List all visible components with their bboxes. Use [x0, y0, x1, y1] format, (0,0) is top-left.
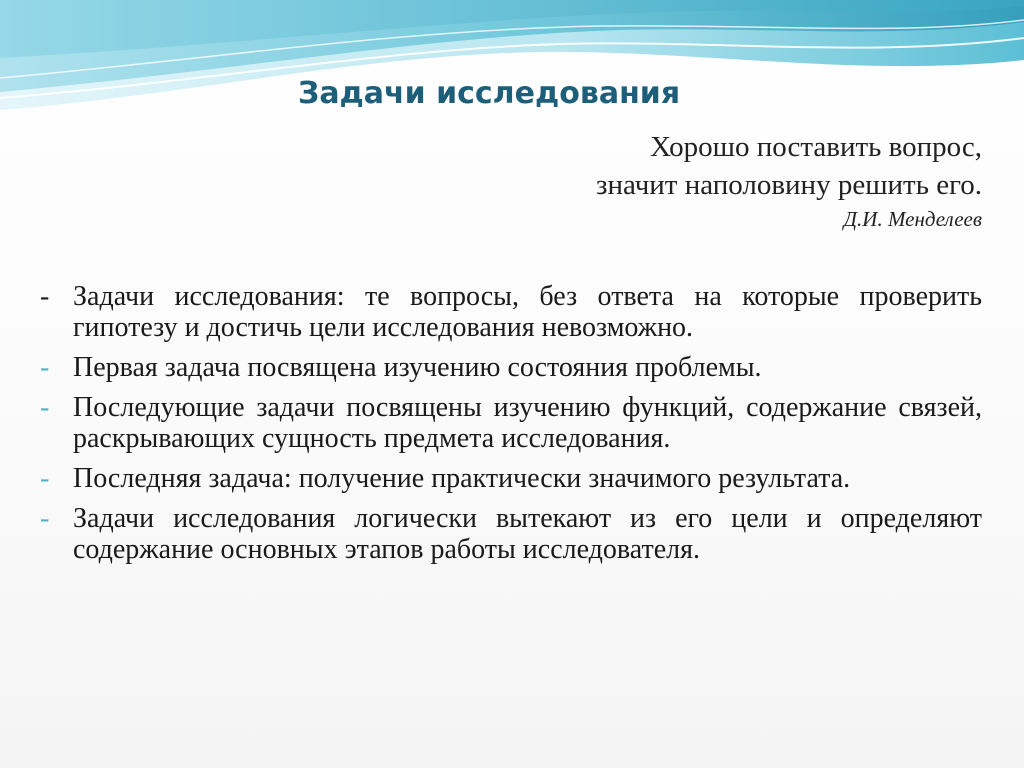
bullet-text: Задачи исследования: те вопросы, без ответа на которые проверить гипотезу и достичь цели исследования невозможно.	[73, 281, 982, 343]
dash-marker: -	[40, 503, 50, 534]
epigraph-author: Д.И. Менделеев	[843, 207, 982, 231]
dash-marker: -	[40, 352, 50, 383]
epigraph-line-1: Хорошо поставить вопрос,	[650, 131, 982, 163]
epigraph-line-2: значит наполовину решить его.	[596, 169, 982, 201]
bullet-text: Последняя задача: получение практически значимого результата.	[73, 463, 851, 494]
slide-title: Задачи исследования	[298, 76, 681, 111]
bullet-text: Задачи исследования логически вытекают из его цели и определяют содержание основных этапов работы исследователя.	[73, 503, 982, 565]
dash-marker: -	[40, 281, 50, 312]
bullet-item	[40, 281, 982, 343]
epigraph	[362, 128, 982, 232]
dash-marker: -	[40, 463, 50, 494]
dash-marker: -	[40, 392, 50, 423]
bullet-item	[40, 392, 982, 454]
bullet-list	[40, 281, 982, 574]
bullet-item	[40, 503, 982, 565]
bullet-item	[40, 463, 982, 494]
bullet-text: Первая задача посвящена изучению состояния проблемы.	[73, 352, 762, 383]
bullet-text: Последующие задачи посвящены изучению функций, содержание связей, раскрывающих сущность предмета исследования.	[73, 392, 982, 454]
bullet-item	[40, 352, 982, 383]
